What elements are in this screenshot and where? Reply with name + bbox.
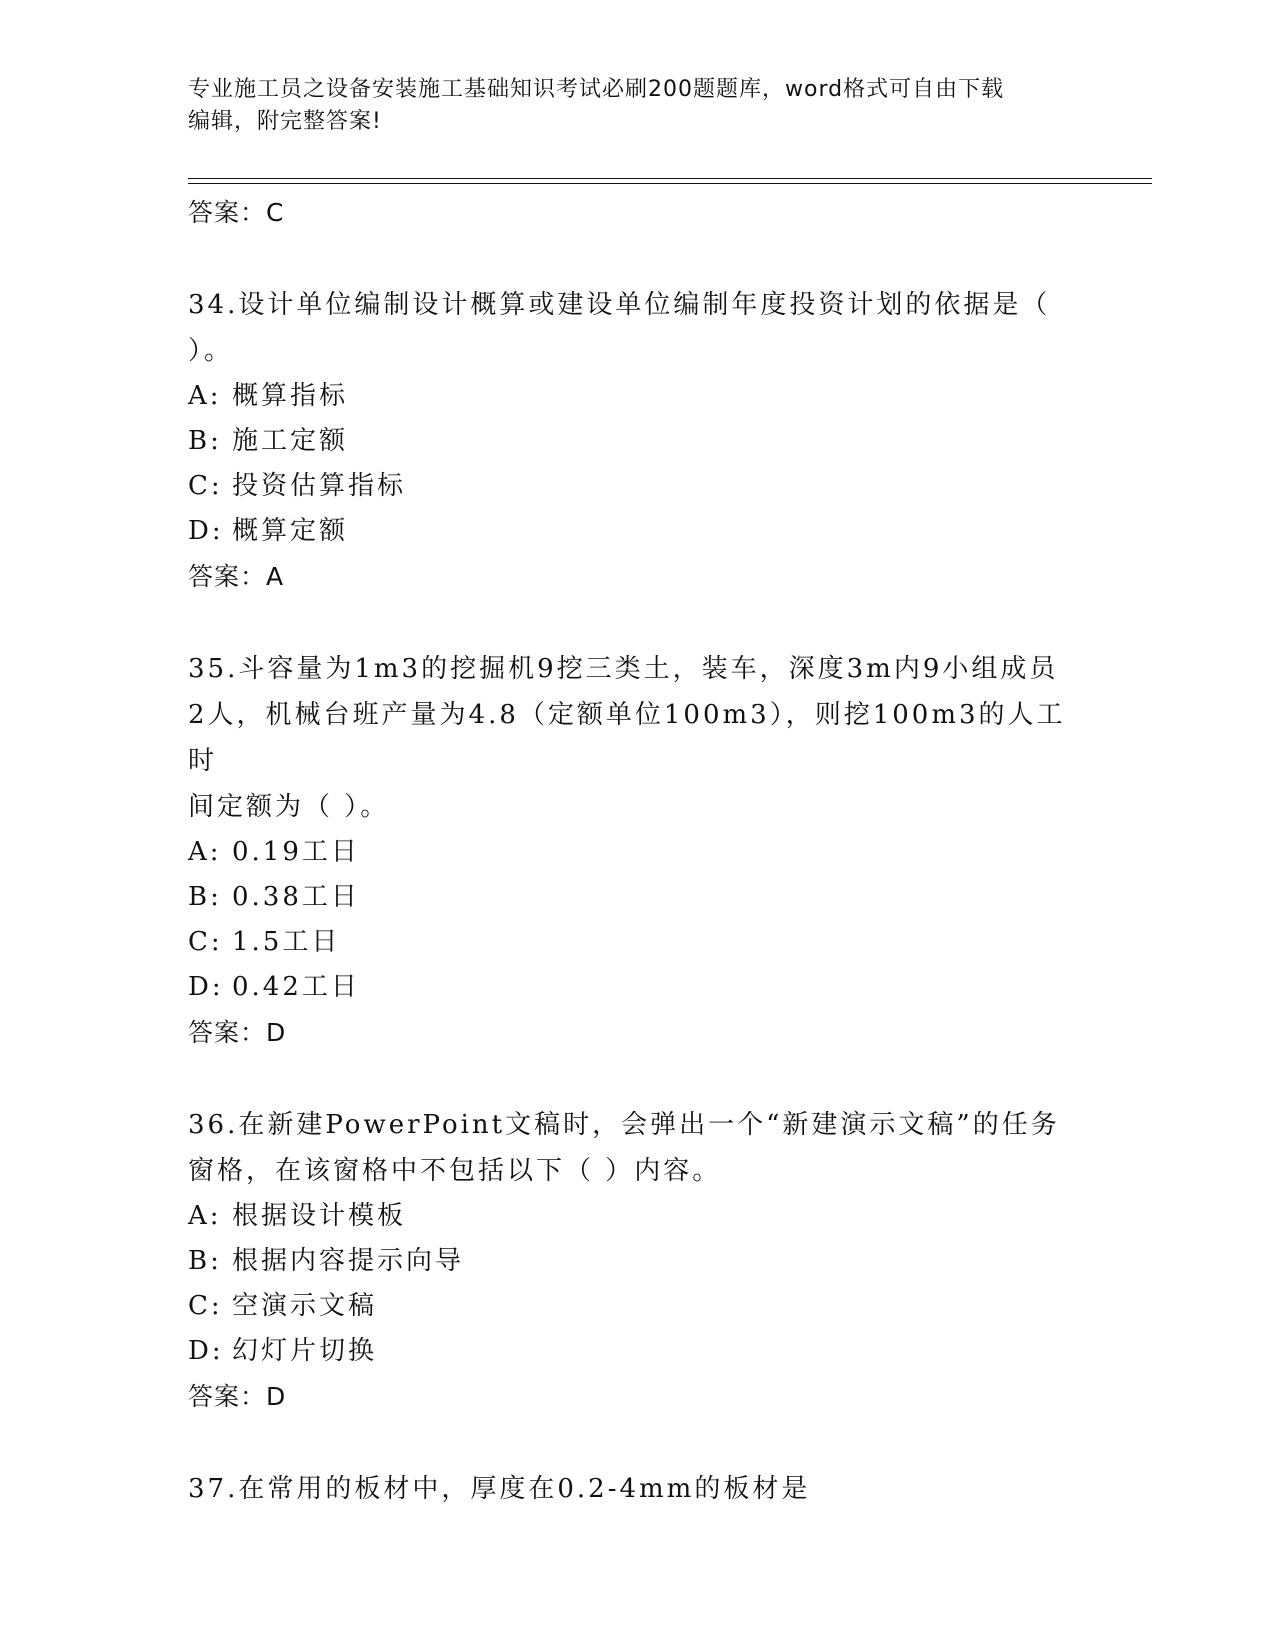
question-36-line-2: 窗格，在该窗格中不包括以下（ ）内容。 bbox=[188, 1156, 722, 1186]
option-text: 根据设计模板 bbox=[232, 1201, 407, 1231]
option-key: D: bbox=[188, 516, 224, 546]
spacer bbox=[188, 1056, 1088, 1102]
question-36 bbox=[188, 1102, 1088, 1194]
option-text: 施工定额 bbox=[232, 426, 349, 456]
option-35-b bbox=[188, 875, 1088, 920]
option-key: D: bbox=[188, 972, 224, 1002]
option-36-b bbox=[188, 1239, 1088, 1284]
question-34 bbox=[188, 282, 1088, 374]
option-34-d bbox=[188, 509, 1088, 554]
option-text: 0.19工日 bbox=[232, 837, 360, 867]
header-rule-top bbox=[188, 178, 1152, 179]
question-37 bbox=[188, 1466, 1088, 1512]
option-35-a bbox=[188, 830, 1088, 875]
answer-36: 答案：D bbox=[188, 1382, 287, 1411]
spacer bbox=[188, 236, 1088, 282]
question-35-line-1: 35.斗容量为1m3的挖掘机9挖三类土，装车，深度3m内9小组成员 bbox=[188, 654, 1059, 684]
option-key: A: bbox=[188, 837, 222, 867]
option-text: 概算定额 bbox=[232, 516, 349, 546]
option-text: 投资估算指标 bbox=[232, 471, 407, 501]
option-34-b bbox=[188, 419, 1088, 464]
question-35 bbox=[188, 646, 1088, 830]
option-key: C: bbox=[188, 1291, 223, 1321]
question-34-line-1: 34.设计单位编制设计概算或建设单位编制年度投资计划的依据是（ bbox=[188, 290, 1051, 320]
option-34-c bbox=[188, 464, 1088, 509]
option-key: A: bbox=[188, 1201, 222, 1231]
option-text: 根据内容提示向导 bbox=[232, 1246, 465, 1276]
question-35-line-2: 2人，机械台班产量为4.8（定额单位100m3），则挖100m3的人工时 bbox=[188, 700, 1066, 776]
option-36-d bbox=[188, 1329, 1088, 1374]
answer-33: 答案：C bbox=[188, 198, 285, 227]
option-text: 幻灯片切换 bbox=[232, 1336, 378, 1366]
question-35-line-3: 间定额为（ ）。 bbox=[188, 792, 390, 822]
option-key: B: bbox=[188, 1246, 222, 1276]
option-text: 1.5工日 bbox=[232, 927, 341, 957]
header-line-1: 专业施工员之设备安装施工基础知识考试必刷200题题库，word格式可自由下载 bbox=[188, 77, 1005, 102]
option-34-a bbox=[188, 374, 1088, 419]
option-35-d bbox=[188, 965, 1088, 1010]
question-36-line-1: 36.在新建PowerPoint文稿时，会弹出一个“新建演示文稿”的任务 bbox=[188, 1110, 1060, 1140]
header-rule-bottom bbox=[188, 183, 1152, 184]
question-34-line-2: ）。 bbox=[188, 336, 234, 366]
answer-35: 答案：D bbox=[188, 1018, 287, 1047]
answer-34: 答案：A bbox=[188, 562, 285, 591]
option-36-c bbox=[188, 1284, 1088, 1329]
option-text: 概算指标 bbox=[232, 381, 349, 411]
page-header bbox=[188, 74, 1088, 138]
question-37-line-1: 37.在常用的板材中，厚度在0.2-4mm的板材是 bbox=[188, 1474, 811, 1504]
option-text: 空演示文稿 bbox=[232, 1291, 378, 1321]
option-key: C: bbox=[188, 471, 223, 501]
option-35-c bbox=[188, 920, 1088, 965]
option-text: 0.38工日 bbox=[232, 882, 360, 912]
option-key: B: bbox=[188, 882, 222, 912]
option-key: A: bbox=[188, 381, 222, 411]
document-body bbox=[188, 190, 1088, 1512]
header-line-2: 编辑，附完整答案! bbox=[188, 109, 382, 134]
spacer bbox=[188, 600, 1088, 646]
spacer bbox=[188, 1420, 1088, 1466]
option-key: B: bbox=[188, 426, 222, 456]
option-key: D: bbox=[188, 1336, 224, 1366]
option-text: 0.42工日 bbox=[232, 972, 360, 1002]
option-36-a bbox=[188, 1194, 1088, 1239]
option-key: C: bbox=[188, 927, 223, 957]
